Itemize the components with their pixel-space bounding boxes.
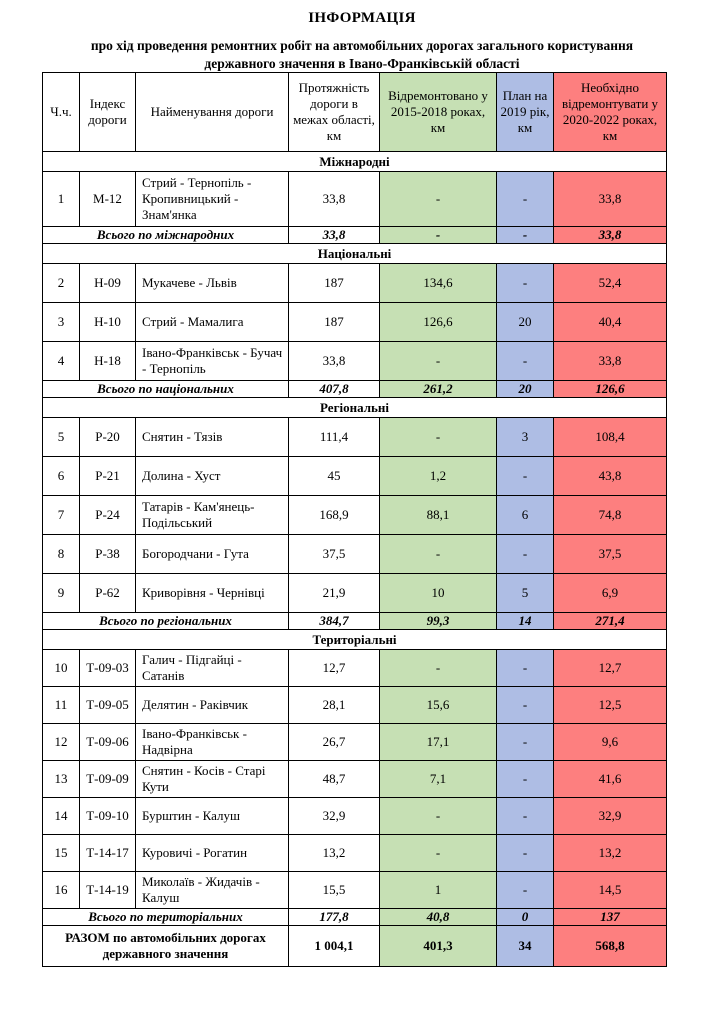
road-name: Галич - Підгайці - Сатанів (136, 650, 289, 687)
plan-km: - (497, 872, 554, 909)
section-total-label: Всього по національних (43, 381, 289, 398)
section-title: Міжнародні (43, 152, 667, 172)
road-name: Бурштин - Калуш (136, 798, 289, 835)
road-index: Р-20 (80, 418, 136, 457)
road-index: Т-09-03 (80, 650, 136, 687)
row-num: 7 (43, 496, 80, 535)
plan-km: - (497, 172, 554, 227)
section-total-row (43, 227, 667, 244)
road-length: 13,2 (289, 835, 380, 872)
header-plan: План на 2019 рік, км (497, 73, 554, 152)
row-num: 14 (43, 798, 80, 835)
road-name: Криворівня - Чернівці (136, 574, 289, 613)
table-body (43, 152, 667, 967)
row-num: 15 (43, 835, 80, 872)
road-length: 32,9 (289, 798, 380, 835)
road-name: Долина - Хуст (136, 457, 289, 496)
road-name: Куровичі - Рогатин (136, 835, 289, 872)
section-total-row (43, 381, 667, 398)
table-row (43, 687, 667, 724)
total-needed: 126,6 (554, 381, 667, 398)
row-num: 4 (43, 342, 80, 381)
repaired-km: - (380, 650, 497, 687)
table-row (43, 761, 667, 798)
document-title: ІНФОРМАЦІЯ (308, 10, 416, 26)
needed-km: 108,4 (554, 418, 667, 457)
plan-km: - (497, 342, 554, 381)
road-length: 33,8 (289, 172, 380, 227)
total-plan: 0 (497, 909, 554, 926)
section-title: Територіальні (43, 630, 667, 650)
road-length: 187 (289, 303, 380, 342)
section-total-label: Всього по територіальних (43, 909, 289, 926)
table-row (43, 724, 667, 761)
table-row (43, 835, 667, 872)
road-name: Миколаїв - Жидачів - Калуш (136, 872, 289, 909)
row-num: 16 (43, 872, 80, 909)
road-index: Н-18 (80, 342, 136, 381)
row-num: 13 (43, 761, 80, 798)
header-row (43, 73, 667, 152)
road-name: Богородчани - Гута (136, 535, 289, 574)
road-index: Т-09-06 (80, 724, 136, 761)
repaired-km: 15,6 (380, 687, 497, 724)
plan-km: - (497, 761, 554, 798)
repaired-km: - (380, 798, 497, 835)
row-num: 10 (43, 650, 80, 687)
plan-km: 20 (497, 303, 554, 342)
header-repaired: Відремонтовано у 2015-2018 роках, км (380, 73, 497, 152)
needed-km: 12,7 (554, 650, 667, 687)
row-num: 12 (43, 724, 80, 761)
table-row (43, 650, 667, 687)
needed-km: 12,5 (554, 687, 667, 724)
repaired-km: - (380, 835, 497, 872)
road-index: Н-09 (80, 264, 136, 303)
row-num: 9 (43, 574, 80, 613)
road-name: Стрий - Тернопіль - Кропивницький - Знам'янка (136, 172, 289, 227)
total-repaired: 261,2 (380, 381, 497, 398)
row-num: 2 (43, 264, 80, 303)
repaired-km: - (380, 172, 497, 227)
needed-km: 33,8 (554, 172, 667, 227)
plan-km: 3 (497, 418, 554, 457)
road-index: Т-09-09 (80, 761, 136, 798)
grand-total-label: РАЗОМ по автомобільних дорогах державного значення (43, 926, 289, 967)
repaired-km: 134,6 (380, 264, 497, 303)
row-num: 6 (43, 457, 80, 496)
plan-km: 5 (497, 574, 554, 613)
row-num: 3 (43, 303, 80, 342)
repaired-km: 126,6 (380, 303, 497, 342)
document-subtitle-line2: державного значення в Івано-Франківській області (204, 56, 520, 71)
total-repaired: 40,8 (380, 909, 497, 926)
table-row (43, 264, 667, 303)
road-name: Івано-Франківськ - Надвірна (136, 724, 289, 761)
road-name: Мукачеве - Львів (136, 264, 289, 303)
road-name: Івано-Франківськ - Бучач - Тернопіль (136, 342, 289, 381)
road-index: Р-62 (80, 574, 136, 613)
road-length: 28,1 (289, 687, 380, 724)
needed-km: 9,6 (554, 724, 667, 761)
road-length: 187 (289, 264, 380, 303)
plan-km: 6 (497, 496, 554, 535)
grand-total-needed: 568,8 (554, 926, 667, 967)
needed-km: 40,4 (554, 303, 667, 342)
plan-km: - (497, 535, 554, 574)
total-length: 384,7 (289, 613, 380, 630)
table-row (43, 303, 667, 342)
table-row (43, 342, 667, 381)
total-plan: 14 (497, 613, 554, 630)
road-index: Т-09-05 (80, 687, 136, 724)
repaired-km: 1,2 (380, 457, 497, 496)
grand-total-plan: 34 (497, 926, 554, 967)
road-length: 12,7 (289, 650, 380, 687)
needed-km: 37,5 (554, 535, 667, 574)
section-header-row (43, 244, 667, 264)
table-row (43, 535, 667, 574)
header-num: Ч.ч. (43, 73, 80, 152)
road-length: 168,9 (289, 496, 380, 535)
plan-km: - (497, 835, 554, 872)
road-index: М-12 (80, 172, 136, 227)
needed-km: 41,6 (554, 761, 667, 798)
plan-km: - (497, 687, 554, 724)
section-title: Регіональні (43, 398, 667, 418)
road-name: Делятин - Раківчик (136, 687, 289, 724)
road-name: Татарів - Кам'янець-Подільський (136, 496, 289, 535)
total-needed: 33,8 (554, 227, 667, 244)
repaired-km: - (380, 342, 497, 381)
grand-total-length: 1 004,1 (289, 926, 380, 967)
road-name: Снятин - Тязів (136, 418, 289, 457)
total-repaired: - (380, 227, 497, 244)
grand-total-row (43, 926, 667, 967)
table-row (43, 574, 667, 613)
road-length: 15,5 (289, 872, 380, 909)
table-row (43, 418, 667, 457)
needed-km: 74,8 (554, 496, 667, 535)
road-index: Р-21 (80, 457, 136, 496)
section-total-label: Всього по міжнародних (43, 227, 289, 244)
needed-km: 43,8 (554, 457, 667, 496)
table-row (43, 172, 667, 227)
row-num: 8 (43, 535, 80, 574)
plan-km: - (497, 724, 554, 761)
table-row (43, 496, 667, 535)
needed-km: 32,9 (554, 798, 667, 835)
road-length: 21,9 (289, 574, 380, 613)
repaired-km: - (380, 535, 497, 574)
needed-km: 6,9 (554, 574, 667, 613)
total-needed: 271,4 (554, 613, 667, 630)
table-row (43, 457, 667, 496)
repaired-km: 1 (380, 872, 497, 909)
needed-km: 14,5 (554, 872, 667, 909)
table-row (43, 872, 667, 909)
needed-km: 13,2 (554, 835, 667, 872)
plan-km: - (497, 798, 554, 835)
row-num: 1 (43, 172, 80, 227)
header-needed: Необхідно відремонтувати у 2020-2022 роках, км (554, 73, 667, 152)
road-index: Р-24 (80, 496, 136, 535)
section-header-row (43, 630, 667, 650)
road-name: Снятин - Косів - Старі Кути (136, 761, 289, 798)
header-length: Протяжність дороги в межах області, км (289, 73, 380, 152)
total-length: 407,8 (289, 381, 380, 398)
plan-km: - (497, 264, 554, 303)
needed-km: 52,4 (554, 264, 667, 303)
total-plan: 20 (497, 381, 554, 398)
needed-km: 33,8 (554, 342, 667, 381)
section-total-row (43, 909, 667, 926)
plan-km: - (497, 650, 554, 687)
table-row (43, 798, 667, 835)
total-repaired: 99,3 (380, 613, 497, 630)
road-repair-table (42, 72, 667, 967)
road-index: Т-09-10 (80, 798, 136, 835)
repaired-km: 7,1 (380, 761, 497, 798)
document-subtitle-line1: про хід проведення ремонтних робіт на автомобільних дорогах загального користування (90, 38, 634, 53)
section-header-row (43, 152, 667, 172)
road-index: Т-14-17 (80, 835, 136, 872)
header-index: Індекс дороги (80, 73, 136, 152)
repaired-km: 17,1 (380, 724, 497, 761)
road-length: 111,4 (289, 418, 380, 457)
road-name: Стрий - Мамалига (136, 303, 289, 342)
total-length: 177,8 (289, 909, 380, 926)
total-length: 33,8 (289, 227, 380, 244)
repaired-km: 88,1 (380, 496, 497, 535)
road-index: Т-14-19 (80, 872, 136, 909)
repaired-km: 10 (380, 574, 497, 613)
road-index: Н-10 (80, 303, 136, 342)
road-index: Р-38 (80, 535, 136, 574)
section-header-row (43, 398, 667, 418)
road-length: 37,5 (289, 535, 380, 574)
road-length: 26,7 (289, 724, 380, 761)
road-length: 48,7 (289, 761, 380, 798)
row-num: 11 (43, 687, 80, 724)
total-plan: - (497, 227, 554, 244)
road-length: 45 (289, 457, 380, 496)
grand-total-repaired: 401,3 (380, 926, 497, 967)
row-num: 5 (43, 418, 80, 457)
total-needed: 137 (554, 909, 667, 926)
section-title: Національні (43, 244, 667, 264)
plan-km: - (497, 457, 554, 496)
section-total-label: Всього по регіональних (43, 613, 289, 630)
section-total-row (43, 613, 667, 630)
road-length: 33,8 (289, 342, 380, 381)
repaired-km: - (380, 418, 497, 457)
header-name: Найменування дороги (136, 73, 289, 152)
